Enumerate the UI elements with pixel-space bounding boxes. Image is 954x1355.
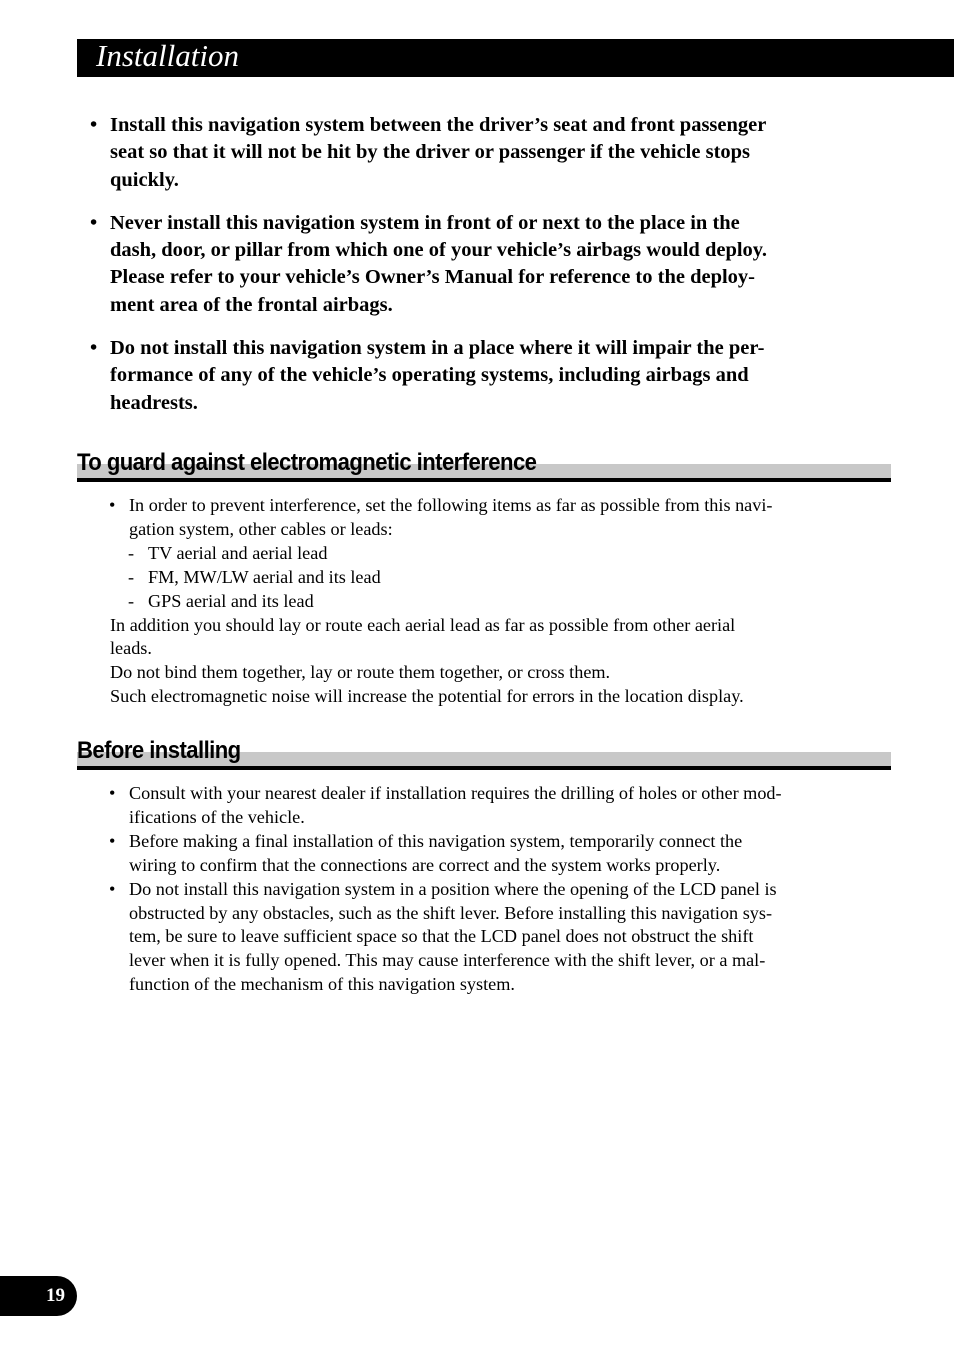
heading-rule [77,478,891,482]
warning-line: ment area of the frontal airbags. [110,293,393,316]
dash: - [128,566,135,587]
warning-line: Do not install this navigation system in a place where it will impair the per- [110,337,765,360]
heading-rule [77,766,891,770]
warning-item [90,335,860,417]
sub-item-text: FM, MW/LW aerial and its lead [148,566,381,587]
paragraph [77,661,891,685]
page-number-tab [0,1276,77,1316]
sub-item-text: TV aerial and aerial lead [148,542,328,563]
text-line: gation system, other cables or leads: [129,518,393,539]
warning-item [90,112,860,194]
list-item [77,878,891,998]
list-item [77,494,891,542]
text-line: tem, be sure to leave sufficient space so that the LCD panel does not obstruct the shift [129,926,754,947]
warning-item [90,210,860,319]
warning-line: dash, door, or pillar from which one of your vehicle’s airbags would deploy. [110,239,768,262]
warning-list [90,112,860,433]
bullet: • [109,830,116,851]
warning-line: Please refer to your vehicle’s Owner’s Manual for reference to the deploy- [110,266,756,289]
text-line: lever when it is fully opened. This may cause interference with the shift lever, or a mal- [129,950,766,971]
text-line: obstructed by any obstacles, such as the shift lever. Before installing this navigation sys- [129,902,773,923]
section-title: To guard against electromagnetic interference [77,449,537,476]
interference-body [77,494,891,709]
bullet: • [109,495,116,515]
bullet: • [90,211,98,234]
bullet: • [109,878,116,899]
text-line: ifications of the vehicle. [129,806,305,827]
interference-section [77,449,891,709]
text-line: leads. [110,638,152,659]
paragraph [77,685,891,709]
dash: - [128,542,135,563]
sub-item [77,542,891,566]
text-line: In order to prevent interference, set the following items as far as possible from this navi- [129,495,773,515]
warning-line: Install this navigation system between the driver’s seat and front passenger [110,114,767,136]
page-number: 19 [46,1285,65,1306]
dash: - [128,590,135,611]
warning-line: seat so that it will not be hit by the driver or passenger if the vehicle stops [110,141,751,164]
bullet: • [90,337,98,360]
text-line: Before making a final installation of this navigation system, temporarily connect the [129,830,743,851]
bullet: • [109,783,116,803]
text-line: Do not install this navigation system in a position where the opening of the LCD panel is [129,878,777,899]
section-title: Before installing [77,737,241,764]
text-line: Consult with your nearest dealer if installation requires the drilling of holes or other mod- [129,783,782,803]
bullet: • [90,114,98,136]
warning-line: formance of any of the vehicle’s operating systems, including airbags and [110,364,749,387]
sub-item [77,566,891,590]
paragraph [77,614,891,662]
text-line: In addition you should lay or route each aerial lead as far as possible from other aerial [110,614,736,635]
before-body [77,782,891,997]
text-line: Such electromagnetic noise will increase the potential for errors in the location display. [110,686,744,707]
header-bar [77,39,954,77]
section-heading [77,737,891,770]
list-item [77,782,891,830]
warning-line: headrests. [110,391,198,414]
list-item [77,830,891,878]
warning-line: quickly. [110,168,179,191]
text-line: function of the mechanism of this navigation system. [129,974,515,995]
warning-line: Never install this navigation system in front of or next to the place in the [110,211,740,234]
before-installing-section [77,737,891,997]
text-line: Do not bind them together, lay or route them together, or cross them. [110,662,611,683]
section-heading [77,449,891,482]
page-title: Installation [96,38,239,73]
sub-item-text: GPS aerial and its lead [148,590,314,611]
sub-item [77,590,891,614]
text-line: wiring to confirm that the connections are correct and the system works properly. [129,854,721,875]
